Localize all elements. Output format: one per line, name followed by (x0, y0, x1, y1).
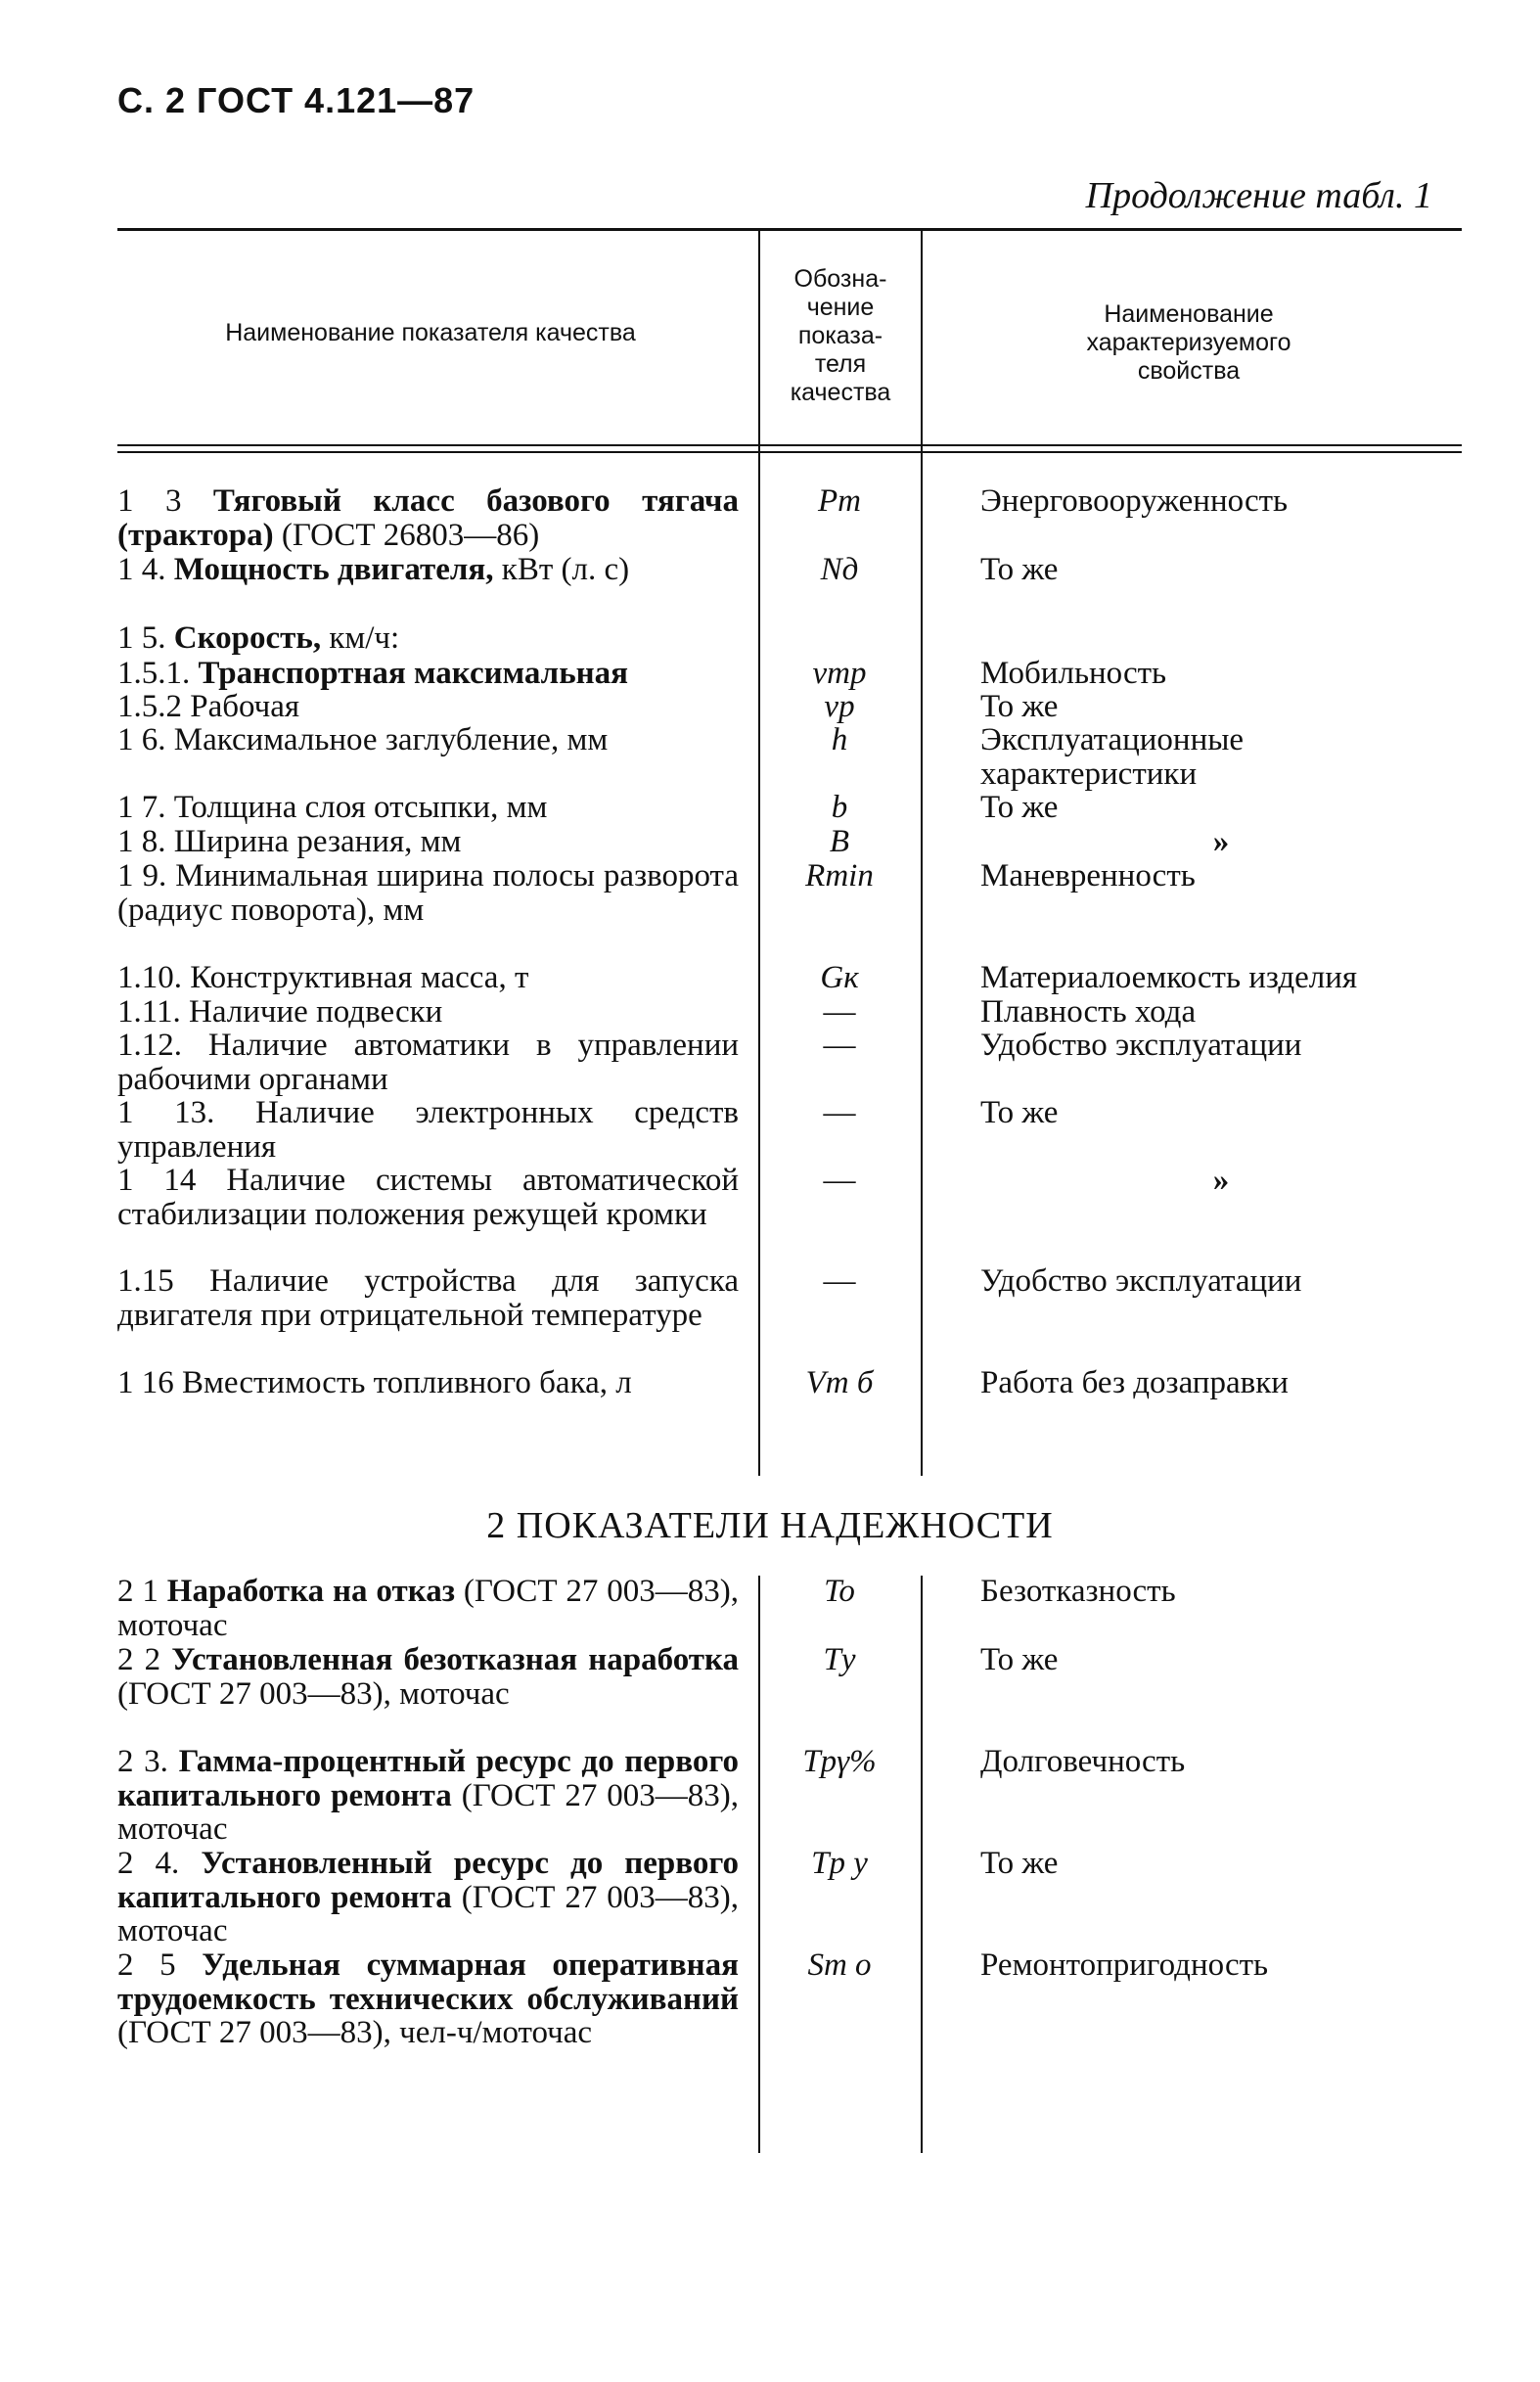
item-number: 1.11. (117, 994, 181, 1030)
row-indicator-symbol: Gк (820, 960, 859, 995)
row-characterized-property: Работа без дозаправки (980, 1365, 1289, 1400)
row-indicator-name (117, 657, 739, 691)
reliability-row-characterized-property: Долговечность (980, 1744, 1186, 1779)
row-indicator-name (117, 961, 739, 995)
row-indicator-name (117, 1096, 739, 1164)
reliability-row-indicator-symbol: To (824, 1574, 855, 1609)
indicator-detail: Наличие устройства для запуска двигателя при отрицательной температуре (117, 1263, 740, 1333)
item-number: 1 13. (117, 1095, 215, 1130)
row-indicator-name (117, 553, 739, 587)
item-number: 2 5 (117, 1947, 176, 1983)
row-indicator-name (117, 621, 739, 656)
row-indicator-name (117, 1029, 739, 1096)
row-indicator-name (117, 825, 739, 859)
indicator-title: Транспортная максимальная (198, 656, 629, 691)
reliability-row-indicator-name (117, 1948, 739, 2050)
header-indicator-symbol: Обозна- чение показа- теля качества (790, 264, 891, 406)
indicator-detail: Максимальное заглубление, мм (173, 722, 609, 757)
indicator-title: Тяговый класс базового тягача (трактора) (117, 483, 740, 553)
header-characterized-property: Наименование характеризуемого свойства (1086, 299, 1291, 385)
column-divider-right (921, 453, 923, 1476)
reliability-row-characterized-property: Ремонтопригодность (980, 1947, 1269, 1983)
row-characterized-property: То же (980, 1095, 1059, 1130)
indicator-detail: Минимальная ширина полосы разворота (радиус поворота), мм (117, 858, 740, 928)
row-indicator-name (117, 1264, 739, 1332)
indicator-title: Гамма-процентный ресурс до первого капитального ремонта (117, 1744, 740, 1813)
row-characterized-property: Энерговооруженность (980, 483, 1289, 519)
reliability-row-indicator-symbol: Tрγ% (802, 1744, 877, 1779)
item-number: 2 2 (117, 1642, 161, 1677)
row-characterized-property: Эксплуатационные характеристики (980, 722, 1245, 792)
row-characterized-property: То же (980, 689, 1059, 724)
row-indicator-symbol: Rmin (805, 858, 874, 893)
indicator-detail: Наличие системы автоматической стабилизации положения режущей кромки (117, 1163, 740, 1232)
table-continuation-label: Продолжение табл. 1 (1085, 175, 1432, 216)
indicator-detail: Наличие автоматики в управлении рабочими органами (117, 1028, 740, 1097)
item-number: 1.15 (117, 1263, 174, 1299)
row-indicator-name (117, 484, 739, 552)
page-reference: С. 2 ГОСТ 4.121—87 (117, 80, 476, 120)
indicator-detail: Ширина резания, мм (173, 824, 462, 859)
row-indicator-symbol: — (823, 1263, 856, 1299)
item-number: 1 9. (117, 858, 167, 893)
item-number: 1 4. (117, 552, 166, 587)
row-indicator-name (117, 791, 739, 825)
item-number: 1.5.1. (117, 656, 191, 691)
row-characterized-property: » (1212, 824, 1230, 859)
row-indicator-symbol: vтр (812, 656, 867, 691)
item-number: 2 1 (117, 1574, 159, 1609)
indicator-detail: Наличие электронных средств управления (117, 1095, 739, 1165)
indicator-detail: (ГОСТ 27 003—83), моточас (117, 1777, 740, 1847)
indicator-detail: (ГОСТ 27 003—83), моточас (117, 1879, 740, 1948)
reliability-row-indicator-name (117, 1847, 739, 1948)
indicator-title: Удельная суммарная оперативная трудоемкость технических обслуживаний (117, 1947, 740, 2017)
reliability-row-indicator-name (117, 1643, 739, 1711)
reliability-row-characterized-property: То же (980, 1846, 1059, 1881)
row-characterized-property: » (1212, 1163, 1230, 1198)
row-indicator-name (117, 723, 739, 757)
row-characterized-property: То же (980, 552, 1059, 587)
reliability-row-indicator-name (117, 1745, 739, 1847)
indicator-detail: (ГОСТ 27 003—83), чел-ч/моточас (117, 2015, 593, 2050)
row-indicator-name (117, 1366, 739, 1400)
row-indicator-symbol: vр (824, 689, 855, 724)
item-number: 1.5.2 (117, 689, 182, 724)
section-title-reliability: 2 ПОКАЗАТЕЛИ НАДЕЖНОСТИ (486, 1505, 1054, 1546)
reliability-row-characterized-property: Безотказность (980, 1574, 1176, 1609)
row-indicator-symbol: — (823, 1163, 856, 1198)
row-indicator-symbol: Pт (818, 483, 861, 519)
reliability-row-indicator-symbol: Sт о (807, 1947, 872, 1983)
row-characterized-property: Удобство эксплуатации (980, 1028, 1302, 1063)
indicator-detail: (ГОСТ 27 003—83), моточас (117, 1675, 510, 1712)
reliability-row-indicator-name (117, 1575, 739, 1642)
row-indicator-symbol: — (823, 994, 856, 1030)
column-divider-right-section2 (921, 1576, 923, 2153)
row-indicator-name (117, 1164, 739, 1231)
item-number: 1 14 (117, 1163, 197, 1198)
item-number: 2 4. (117, 1846, 180, 1881)
reliability-row-indicator-symbol: Tр у (811, 1846, 868, 1881)
item-number: 1 6. (117, 722, 166, 757)
item-number: 1 16 (117, 1365, 174, 1400)
row-characterized-property: То же (980, 790, 1059, 825)
column-divider-right (921, 231, 923, 451)
indicator-title: Мощность двигателя, (173, 552, 494, 587)
row-characterized-property: Мобильность (980, 656, 1167, 691)
indicator-title: Установленная безотказная наработка (171, 1642, 740, 1677)
item-number: 1.12. (117, 1028, 182, 1063)
item-number: 1 8. (117, 824, 166, 859)
indicator-detail: Толщина слоя отсыпки, мм (173, 790, 548, 825)
row-characterized-property: Удобство эксплуатации (980, 1263, 1302, 1299)
row-indicator-symbol: Vт б (805, 1365, 874, 1400)
row-indicator-name (117, 995, 739, 1030)
indicator-detail: кВт (л. с) (501, 552, 630, 587)
row-characterized-property: Маневренность (980, 858, 1196, 893)
row-indicator-symbol: b (831, 790, 848, 825)
item-number: 1 3 (117, 483, 182, 519)
indicator-detail: Наличие подвески (189, 994, 443, 1030)
row-indicator-symbol: Nд (820, 552, 859, 587)
indicator-detail: Конструктивная масса, т (190, 960, 529, 995)
table-header-rule-double (117, 451, 1462, 453)
row-indicator-name (117, 859, 739, 927)
reliability-row-indicator-symbol: Tу (823, 1642, 856, 1677)
item-number: 1 5. (117, 620, 166, 656)
indicator-detail: км/ч: (329, 620, 400, 656)
row-indicator-symbol: — (823, 1095, 856, 1130)
indicator-title: Наработка на отказ (166, 1574, 455, 1609)
indicator-title: Установленный ресурс до первого капитального ремонта (117, 1846, 740, 1915)
indicator-detail: Рабочая (190, 689, 300, 724)
item-number: 1 7. (117, 790, 166, 825)
header-quality-indicator-name: Наименование показателя качества (225, 318, 636, 346)
row-characterized-property: Плавность хода (980, 994, 1197, 1030)
table-header-rule (117, 444, 1462, 446)
indicator-detail: Вместимость топливного бака, л (182, 1365, 632, 1400)
reliability-row-characterized-property: То же (980, 1642, 1059, 1677)
row-indicator-symbol: — (823, 1028, 856, 1063)
item-number: 2 3. (117, 1744, 168, 1779)
row-characterized-property: Материалоемкость изделия (980, 960, 1358, 995)
row-indicator-name (117, 690, 739, 724)
table-top-rule (117, 228, 1462, 231)
indicator-title: Скорость, (173, 620, 322, 656)
indicator-detail: (ГОСТ 26803—86) (281, 517, 540, 553)
item-number: 1.10. (117, 960, 182, 995)
row-indicator-symbol: h (831, 722, 848, 757)
row-indicator-symbol: B (829, 824, 850, 859)
indicator-detail: (ГОСТ 27 003—83), моточас (117, 1574, 740, 1643)
